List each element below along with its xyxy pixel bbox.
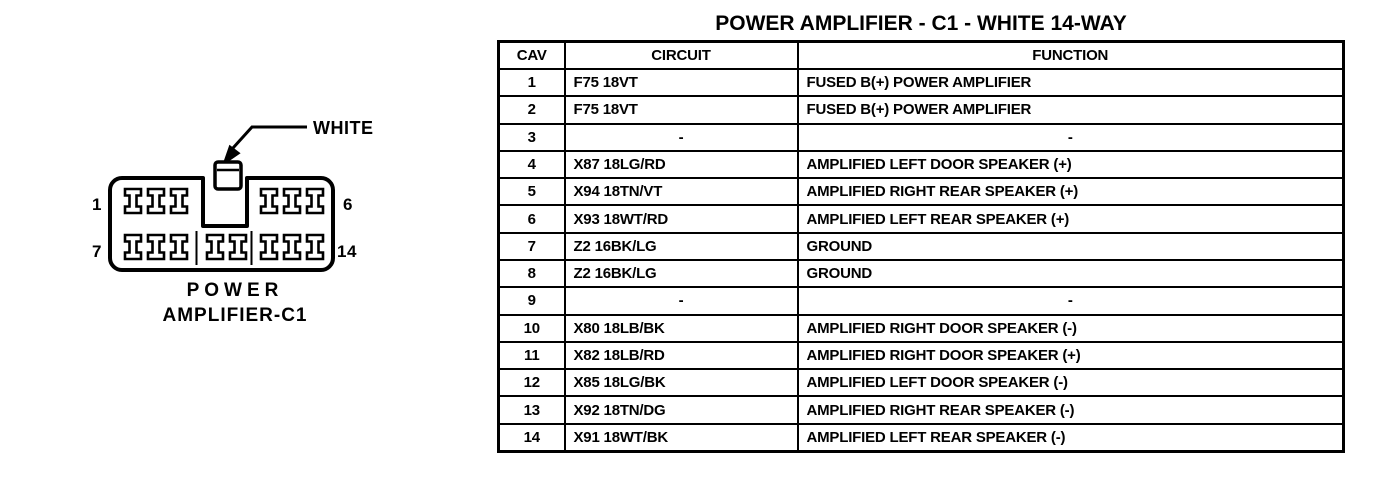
cell-cav: 4 — [499, 151, 565, 178]
cell-circuit: X92 18TN/DG — [565, 396, 798, 423]
table-row — [499, 424, 1344, 452]
table-row — [499, 205, 1344, 232]
table-row — [499, 69, 1344, 96]
cell-function: - — [798, 287, 1344, 314]
connector-pins-top-row — [125, 189, 323, 213]
table-row — [499, 287, 1344, 314]
pinout-table — [497, 40, 1345, 453]
cell-function: AMPLIFIED RIGHT REAR SPEAKER (-) — [798, 396, 1344, 423]
connector-figure — [80, 108, 390, 348]
connector-latch-icon — [215, 162, 241, 189]
cell-cav: 10 — [499, 315, 565, 342]
pin-label-7: 7 — [92, 242, 102, 261]
table-row — [499, 151, 1344, 178]
cell-function: AMPLIFIED LEFT DOOR SPEAKER (-) — [798, 369, 1344, 396]
cell-function: AMPLIFIED LEFT REAR SPEAKER (-) — [798, 424, 1344, 452]
cell-cav: 12 — [499, 369, 565, 396]
cell-function: - — [798, 124, 1344, 151]
cell-circuit: - — [565, 287, 798, 314]
table-row — [499, 124, 1344, 151]
cell-circuit: F75 18VT — [565, 96, 798, 123]
cell-function: FUSED B(+) POWER AMPLIFIER — [798, 96, 1344, 123]
cell-function: GROUND — [798, 260, 1344, 287]
column-header-circuit: CIRCUIT — [565, 42, 798, 70]
cell-function: FUSED B(+) POWER AMPLIFIER — [798, 69, 1344, 96]
cell-function: AMPLIFIED RIGHT DOOR SPEAKER (-) — [798, 315, 1344, 342]
cell-cav: 9 — [499, 287, 565, 314]
cell-circuit: Z2 16BK/LG — [565, 260, 798, 287]
cell-circuit: X80 18LB/BK — [565, 315, 798, 342]
cell-circuit: X87 18LG/RD — [565, 151, 798, 178]
pin-label-1: 1 — [92, 195, 102, 214]
cell-function: AMPLIFIED RIGHT REAR SPEAKER (+) — [798, 178, 1344, 205]
pin-label-14: 14 — [337, 242, 357, 261]
table-row — [499, 342, 1344, 369]
table-row — [499, 396, 1344, 423]
cell-function: AMPLIFIED LEFT REAR SPEAKER (+) — [798, 205, 1344, 232]
cell-cav: 11 — [499, 342, 565, 369]
connector-color-label: WHITE — [313, 118, 374, 138]
column-header-function: FUNCTION — [798, 42, 1344, 70]
cell-function: AMPLIFIED LEFT DOOR SPEAKER (+) — [798, 151, 1344, 178]
cell-cav: 6 — [499, 205, 565, 232]
cell-cav: 7 — [499, 233, 565, 260]
cell-circuit: X82 18LB/RD — [565, 342, 798, 369]
cell-circuit: - — [565, 124, 798, 151]
cell-circuit: X85 18LG/BK — [565, 369, 798, 396]
cell-cav: 8 — [499, 260, 565, 287]
connector-caption-line2: AMPLIFIER-C1 — [162, 305, 308, 326]
cell-cav: 2 — [499, 96, 565, 123]
cell-cav: 1 — [499, 69, 565, 96]
table-row — [499, 369, 1344, 396]
connector-caption-line1: POWER — [186, 280, 284, 301]
cell-circuit: X93 18WT/RD — [565, 205, 798, 232]
cell-circuit: Z2 16BK/LG — [565, 233, 798, 260]
white-leader-arrow-icon — [222, 127, 307, 166]
column-header-cav: CAV — [499, 42, 565, 70]
connector-caption — [80, 278, 390, 328]
connector-diagram — [80, 108, 390, 273]
cell-cav: 14 — [499, 424, 565, 452]
cell-circuit: X91 18WT/BK — [565, 424, 798, 452]
table-row — [499, 315, 1344, 342]
table-row — [499, 96, 1344, 123]
cell-function: AMPLIFIED RIGHT DOOR SPEAKER (+) — [798, 342, 1344, 369]
table-header-row — [499, 42, 1344, 70]
table-row — [499, 233, 1344, 260]
cell-cav: 5 — [499, 178, 565, 205]
cell-function: GROUND — [798, 233, 1344, 260]
table-row — [499, 260, 1344, 287]
table-title: POWER AMPLIFIER - C1 - WHITE 14-WAY — [715, 12, 1127, 35]
cell-cav: 3 — [499, 124, 565, 151]
cell-cav: 13 — [499, 396, 565, 423]
cell-circuit: F75 18VT — [565, 69, 798, 96]
pin-label-6: 6 — [343, 195, 353, 214]
cell-circuit: X94 18TN/VT — [565, 178, 798, 205]
table-row — [499, 178, 1344, 205]
